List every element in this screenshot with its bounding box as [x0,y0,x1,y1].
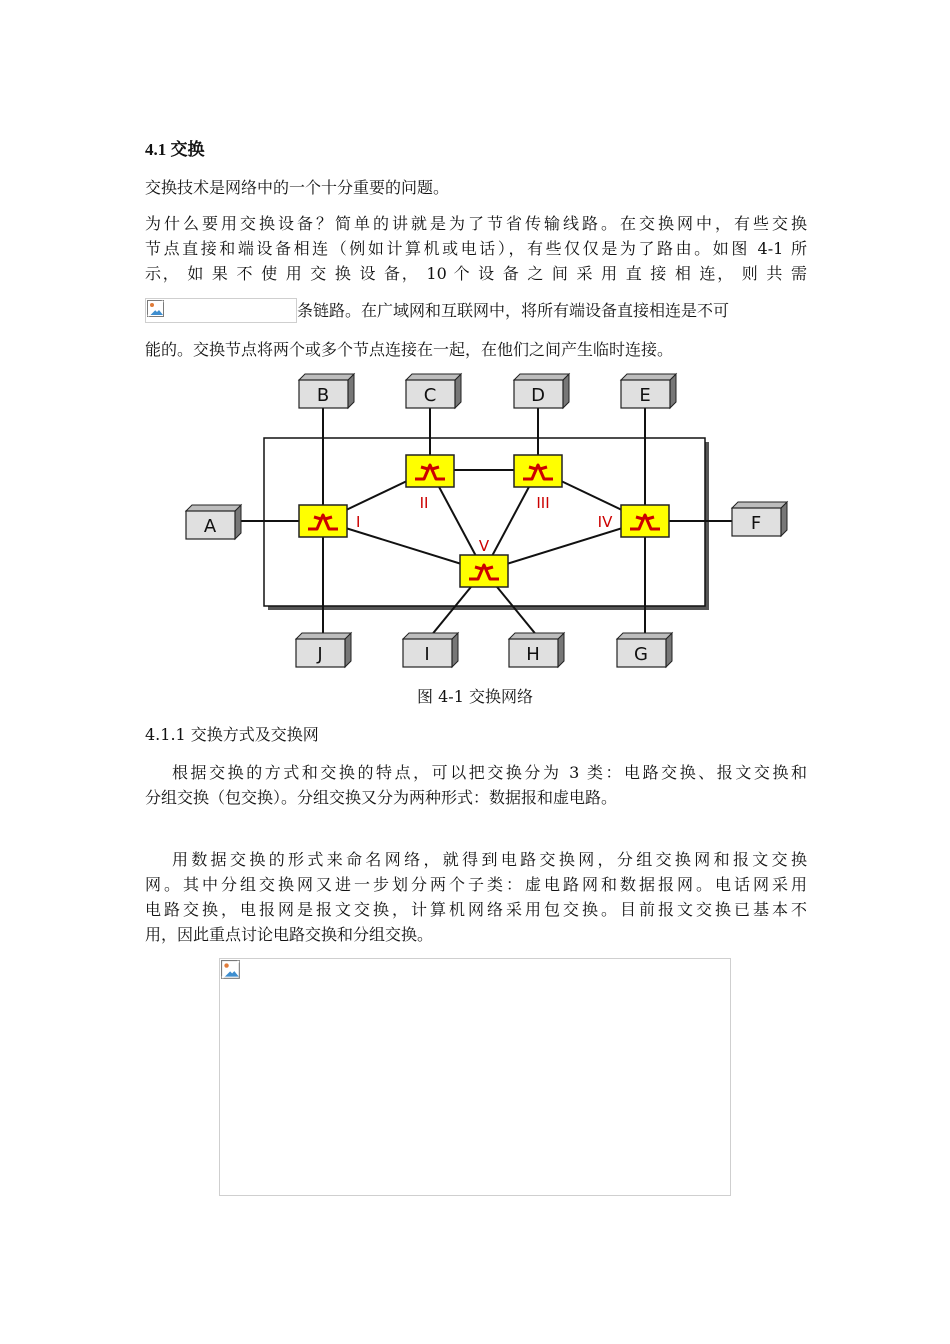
inline-formula-image [145,298,297,323]
device-i [403,633,458,667]
switch-iii [514,455,562,487]
switch-label-i: I [356,513,361,531]
device-e [621,374,676,408]
device-f [732,502,787,536]
device-i-label: I [424,644,430,665]
switch-label-iii: III [536,494,550,512]
switch-v [460,555,508,587]
device-h [509,633,564,667]
device-a-label: A [203,516,217,537]
switch-label-v: V [478,537,490,555]
para1-line1: 为什么要用交换设备？简单的讲就是为了节省传输线路。在交换网中，有些交换 [145,214,807,233]
switching-network-figure [0,365,950,680]
device-f-label: F [750,513,762,534]
broken-image-icon [221,960,241,980]
missing-figure-image [219,958,731,1196]
switch-label-ii: II [419,494,429,512]
para2-line1: 根据交换的方式和交换的特点，可以把交换分为 3 类：电路交换、报文交换和 [172,763,807,782]
para1-line4: 条链路。在广域网和互联网中，将所有端设备直接相连是不可 [297,301,730,320]
device-j [296,633,351,667]
switch-iv [621,505,669,537]
device-b-label: B [316,385,330,406]
device-e-label: E [639,385,651,406]
para2-line2: 分组交换（包交换）。分组交换又分为两种形式：数据报和虚电路。 [145,788,618,807]
para3-line1: 用数据交换的形式来命名网络，就得到电路交换网，分组交换网和报文交换 [172,850,807,869]
subheading: 4.1.1 交换方式及交换网 [145,725,319,744]
para1-line3: 示， 如 果 不 使 用 交 换 设 备， 10 个 设 备 之 间 采 用 直 接 相 连， 则 共 需 [145,264,807,283]
broken-image-icon [147,300,165,318]
device-d [514,374,569,408]
para1-line2: 节点直接和端设备相连（例如计算机或电话），有些仅仅是为了路由。如图 4-1 所 [145,239,807,258]
switch-label-iv: IV [597,513,613,531]
device-c-label: C [423,385,437,406]
para1-line5: 能的。交换节点将两个或多个节点连接在一起，在他们之间产生临时连接。 [145,340,674,359]
device-g-label: G [634,644,648,665]
device-g [617,633,672,667]
device-b [299,374,354,408]
para3-line4: 用，因此重点讨论电路交换和分组交换。 [145,925,434,944]
intro-paragraph: 交换技术是网络中的一个十分重要的问题。 [145,178,450,197]
switch-ii [406,455,454,487]
switch-i [299,505,347,537]
device-c [406,374,461,408]
para3-line3: 电路交换，电报网是报文交换，计算机网络采用包交换。目前报文交换已基本不 [145,900,807,919]
device-j-label: J [317,644,323,665]
para3-line2: 网。其中分组交换网又进一步划分两个子类：虚电路网和数据报网。电话网采用 [145,875,807,894]
section-heading: 4.1 交换 [145,140,205,159]
device-h-label: H [526,644,540,665]
figure-caption: 图 4-1 交换网络 [417,687,533,706]
device-a [186,505,241,539]
device-d-label: D [531,385,545,406]
